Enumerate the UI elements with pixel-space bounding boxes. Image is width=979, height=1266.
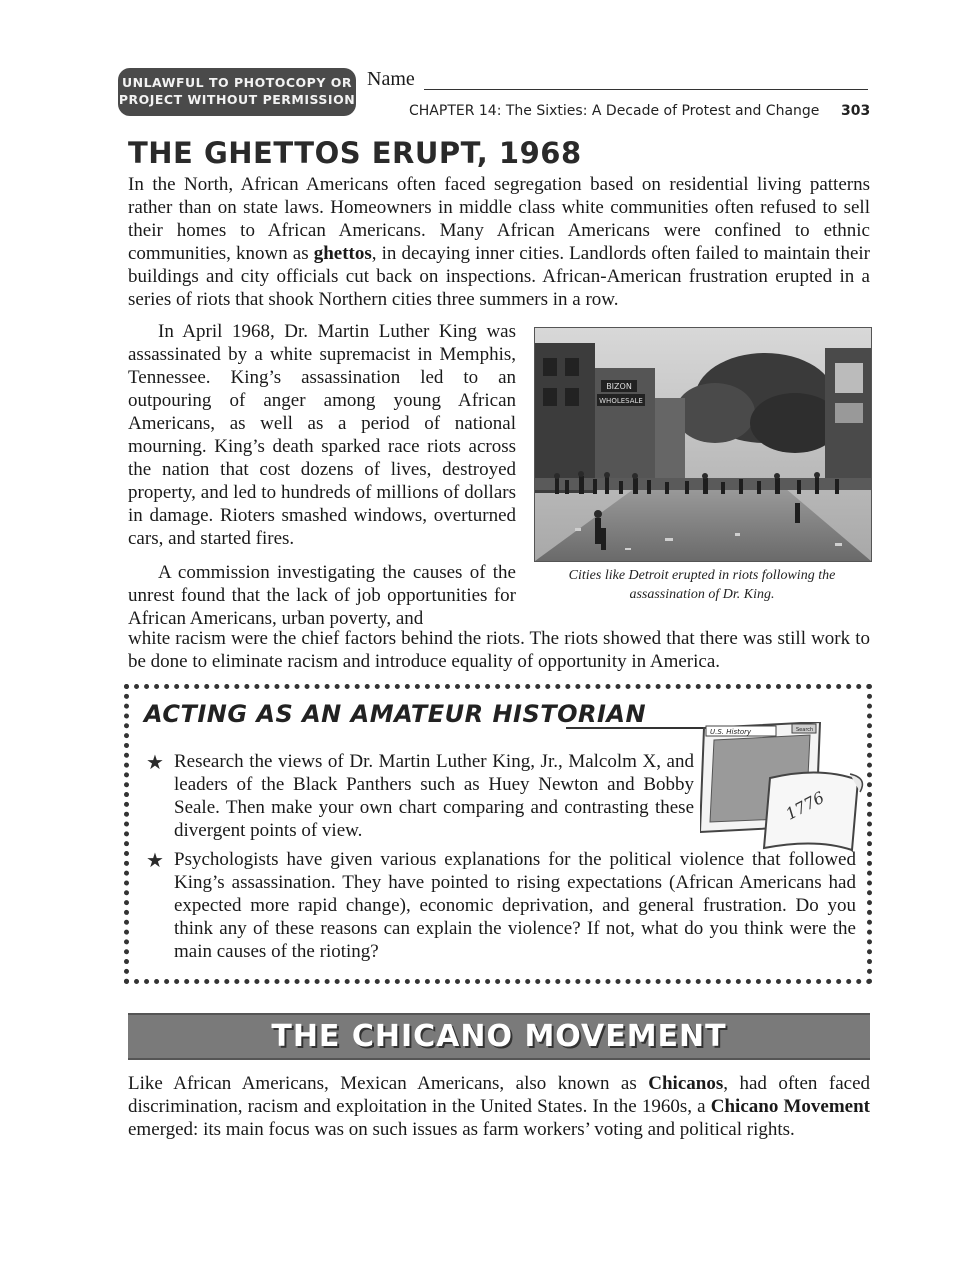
text: , in decaying inner cities. Landlords often failed to maintain their buildings and city officials cut back on inspections. African-American frustration erupted in a series of riots that shook Northern cities three summers in a row. [128,243,870,310]
text: Like African Americans, Mexican Americans, also known as [128,1073,649,1094]
paragraph-king-assassination: In April 1968, Dr. Martin Luther King was assassinated by a white supremacist in Memphis, Tennessee. King’s assassination led to an outpouring of anger among young African Americans, as well as a period of national mourning. King’s death sparked race riots across the nation that cost dozens of lives, destroyed property, and led to hundreds of millions of dollars in damage. Rioters smashed windows, overturned cars, and started fires. [128,321,516,549]
tablet-search-label: Search [796,727,814,733]
chapter-heading: CHAPTER 14: The Sixties: A Decade of Protest and Change [409,103,820,119]
sign-bizon: BIZON [606,382,632,391]
term-chicano-movement: Chicano Movement [710,1096,870,1117]
badge-line-1: UNLAWFUL TO PHOTOCOPY OR [121,75,352,90]
photo-caption: Cities like Detroit erupted in riots following the assassination of Dr. King. [568,568,836,602]
riot-photo [534,327,872,562]
page-number: 303 [841,103,871,119]
copyright-badge [118,68,356,116]
detroit-street-image [535,328,871,561]
text: emerged: its main focus was on such issues as farm workers’ voting and political rights. [128,1119,795,1140]
paragraph-ghettos-intro [128,173,870,311]
name-field-line [424,89,868,90]
paragraph-commission-end: white racism were the chief factors behind the riots. The riots showed that there was still work to be done to eliminate racism and introduce equality of opportunity in America. [128,628,870,672]
scroll-year: 1776 [782,787,828,824]
paragraph-chicano [128,1072,870,1141]
section-title-ghettos: THE GHETTOS ERUPT, 1968 [128,136,582,170]
name-label: Name [367,68,415,90]
tablet-illustration [700,722,870,858]
chicano-banner [128,1013,870,1060]
tablet-tab-label: U.S. History [710,728,752,736]
paragraph-commission-start: A commission investigating the causes of the unrest found that the lack of job opportunities for African Americans, urban poverty, and [128,562,516,629]
historian-bullet-psychologists: Psychologists have given various explanations for the political violence that followed King’s assassination. They have pointed to rising expectations (African Americans had expected more rapid change), economic deprivation, and general frustration. Do you think any of these reasons can explain the violence? If not, what do you think were the main causes of the rioting? [174,849,856,962]
sign-wholesale: WHOLESALE [599,397,643,405]
term-chicanos: Chicanos [648,1073,724,1094]
historian-bullet-research: Research the views of Dr. Martin Luther King, Jr., Malcolm X, and leaders of the Black Panthers such as Huey Newton and Bobby Seale. Then make your own chart comparing and contrasting these divergent points of view. [174,751,694,841]
badge-line-2: PROJECT WITHOUT PERMISSION [118,92,356,107]
text: In the North, African Americans often faced segregation based on residential living patterns rather than on state laws. Homeowners in middle class white communities often refused to sell their homes to African Americans. Many African Americans were confined to ethnic communities, known as [128,174,870,264]
term-ghettos: ghettos [313,243,372,264]
text: , had often faced discrimination, racism and exploitation in the United States. In the 1960s, a [128,1073,870,1117]
star-icon: ★ [146,750,164,774]
section-title-chicano: THE CHICANO MOVEMENT [271,1019,727,1054]
historian-title: ACTING AS AN AMATEUR HISTORIAN [144,700,647,728]
historian-title-rule [566,727,716,729]
star-icon: ★ [146,848,164,872]
